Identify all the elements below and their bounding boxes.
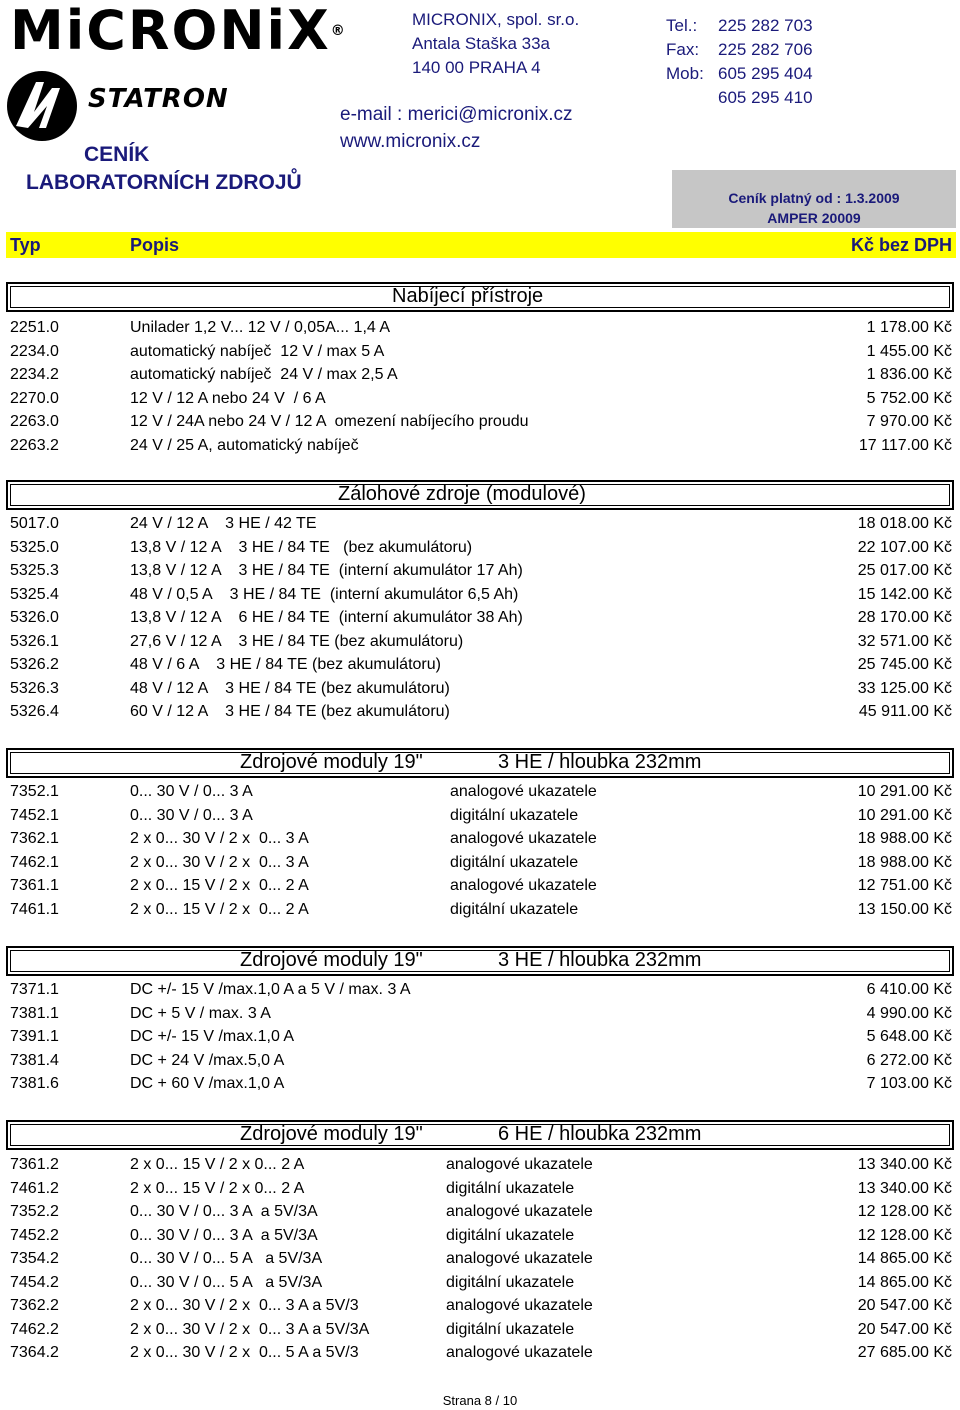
table-row bbox=[0, 1153, 960, 1176]
item-price: 20 547.00 Kč bbox=[857, 1297, 952, 1314]
item-description: 0... 30 V / 0... 3 A a 5V/3A bbox=[130, 1226, 318, 1244]
item-price: 1 178.00 Kč bbox=[866, 319, 952, 336]
item-price: 18 988.00 Kč bbox=[857, 853, 952, 871]
item-price: 10 291.00 Kč bbox=[857, 806, 952, 824]
item-code: 5325.3 bbox=[10, 562, 59, 579]
item-price: 15 142.00 Kč bbox=[857, 585, 952, 603]
table-row bbox=[0, 851, 960, 874]
item-price: 5 752.00 Kč bbox=[866, 389, 952, 407]
validity-code: AMPER 20009 bbox=[767, 210, 861, 226]
item-price: 25 745.00 Kč bbox=[857, 656, 952, 673]
page-subtitle: LABORATORNÍCH ZDROJŮ bbox=[26, 171, 302, 194]
item-description: automatický nabíječ 12 V / max 5 A bbox=[130, 342, 385, 360]
table-row bbox=[0, 827, 960, 850]
item-code: 7381.4 bbox=[10, 1051, 59, 1069]
item-description: automatický nabíječ 24 V / max 2,5 A bbox=[130, 366, 398, 383]
statron-emblem-icon bbox=[6, 68, 78, 149]
item-description: Unilader 1,2 V... 12 V / 0,05A... 1,4 A bbox=[130, 319, 391, 336]
item-price: 13 340.00 Kč bbox=[857, 1179, 952, 1197]
item-code: 2263.2 bbox=[10, 436, 59, 454]
section-header bbox=[6, 480, 954, 510]
item-code: 2270.0 bbox=[10, 389, 59, 407]
table-row bbox=[0, 1025, 960, 1048]
item-description: 24 V / 12 A 3 HE / 42 TE bbox=[130, 515, 317, 532]
item-price: 14 865.00 Kč bbox=[857, 1273, 952, 1291]
item-display-type: digitální ukazatele bbox=[450, 900, 579, 918]
item-description: 48 V / 0,5 A 3 HE / 84 TE (interní akumulátor 6,5 Ah) bbox=[130, 585, 519, 603]
contact-mob2: 605 295 410 bbox=[718, 88, 813, 107]
table-row bbox=[0, 536, 960, 559]
item-code: 7354.2 bbox=[10, 1250, 59, 1267]
item-description: 12 V / 24A nebo 24 V / 12 A omezení nabíjecího proudu bbox=[130, 413, 529, 430]
item-description: DC +/- 15 V /max.1,0 A a 5 V / max. 3 A bbox=[130, 981, 411, 998]
item-description: 2 x 0... 30 V / 2 x 0... 3 A bbox=[130, 853, 309, 871]
item-description: 2 x 0... 15 V / 2 x 0... 2 A bbox=[130, 1179, 305, 1197]
item-code: 7352.2 bbox=[10, 1203, 59, 1220]
item-description: DC +/- 15 V /max.1,0 A bbox=[130, 1028, 295, 1045]
item-display-type: digitální ukazatele bbox=[446, 1273, 575, 1291]
table-row bbox=[0, 677, 960, 700]
col-popis: Popis bbox=[130, 235, 180, 255]
item-description: 0... 30 V / 0... 3 A bbox=[130, 806, 253, 824]
section-title: Zdrojové moduly 19" bbox=[240, 751, 423, 773]
item-code: 7381.1 bbox=[10, 1004, 59, 1022]
validity-box bbox=[672, 170, 956, 228]
table-row bbox=[0, 434, 960, 457]
item-code: 2234.0 bbox=[10, 342, 59, 360]
item-price: 17 117.00 Kč bbox=[858, 436, 952, 454]
table-row bbox=[0, 1072, 960, 1095]
column-header-bar bbox=[6, 232, 956, 258]
table-row bbox=[0, 1341, 960, 1364]
item-code: 5326.1 bbox=[10, 632, 59, 650]
table-row bbox=[0, 583, 960, 606]
table-row bbox=[0, 1271, 960, 1294]
contact-mob: Mob: 605 295 404 bbox=[666, 64, 813, 83]
table-row bbox=[0, 874, 960, 897]
contact-fax: Fax: 225 282 706 bbox=[666, 40, 813, 59]
item-display-type: digitální ukazatele bbox=[446, 1320, 575, 1338]
table-row bbox=[0, 1294, 960, 1317]
item-description: 0... 30 V / 0... 3 A bbox=[130, 783, 253, 800]
item-price: 27 685.00 Kč bbox=[857, 1344, 952, 1361]
item-display-type: analogové ukazatele bbox=[446, 1203, 593, 1220]
item-code: 7452.1 bbox=[10, 806, 59, 824]
item-description: 27,6 V / 12 A 3 HE / 84 TE (bez akumulátoru) bbox=[130, 632, 464, 650]
table-row bbox=[0, 340, 960, 363]
table-row bbox=[0, 804, 960, 827]
item-description: 48 V / 12 A 3 HE / 84 TE (bez akumulátoru) bbox=[130, 679, 450, 697]
item-display-type: analogové ukazatele bbox=[450, 830, 597, 847]
table-row bbox=[0, 410, 960, 433]
section-title: Zdrojové moduly 19" bbox=[240, 1123, 423, 1145]
item-display-type: analogové ukazatele bbox=[450, 877, 597, 894]
table-row bbox=[0, 387, 960, 410]
table-row bbox=[0, 653, 960, 676]
item-description: 13,8 V / 12 A 3 HE / 84 TE (interní akumulátor 17 Ah) bbox=[130, 562, 523, 579]
item-display-type: digitální ukazatele bbox=[446, 1179, 575, 1197]
item-code: 5017.0 bbox=[10, 515, 59, 532]
section-subtitle: 6 HE / hloubka 232mm bbox=[498, 1123, 702, 1145]
micronix-logo: MiCRONiX® bbox=[10, 0, 347, 62]
section-header bbox=[6, 282, 954, 312]
item-description: 2 x 0... 15 V / 2 x 0... 2 A bbox=[130, 1156, 305, 1173]
item-description: 13,8 V / 12 A 6 HE / 84 TE (interní akumulátor 38 Ah) bbox=[130, 609, 523, 626]
item-display-type: analogové ukazatele bbox=[446, 1297, 593, 1314]
item-price: 6 410.00 Kč bbox=[866, 981, 952, 998]
table-row bbox=[0, 780, 960, 803]
section-subtitle: 3 HE / hloubka 232mm bbox=[498, 949, 702, 971]
item-code: 2263.0 bbox=[10, 413, 59, 430]
item-description: 0... 30 V / 0... 5 A a 5V/3A bbox=[130, 1273, 323, 1291]
item-price: 13 150.00 Kč bbox=[857, 900, 952, 918]
item-price: 1 836.00 Kč bbox=[866, 366, 952, 383]
contact-block bbox=[666, 14, 813, 110]
item-price: 4 990.00 Kč bbox=[866, 1004, 952, 1022]
item-description: 2 x 0... 15 V / 2 x 0... 2 A bbox=[130, 877, 309, 894]
item-code: 7461.1 bbox=[10, 900, 59, 918]
item-price: 14 865.00 Kč bbox=[857, 1250, 952, 1267]
item-display-type: analogové ukazatele bbox=[446, 1250, 593, 1267]
table-row bbox=[0, 898, 960, 921]
item-price: 25 017.00 Kč bbox=[857, 562, 952, 579]
section-subtitle: 3 HE / hloubka 232mm bbox=[498, 751, 702, 773]
item-code: 7371.1 bbox=[10, 981, 59, 998]
table-row bbox=[0, 978, 960, 1001]
item-code: 5326.4 bbox=[10, 703, 59, 720]
item-description: 2 x 0... 15 V / 2 x 0... 2 A bbox=[130, 900, 309, 918]
item-price: 18 988.00 Kč bbox=[857, 830, 952, 847]
item-code: 7391.1 bbox=[10, 1028, 59, 1045]
item-code: 7364.2 bbox=[10, 1344, 59, 1361]
email-link[interactable]: e-mail : merici@micronix.cz bbox=[340, 104, 573, 125]
item-code: 7361.1 bbox=[10, 877, 59, 894]
item-display-type: digitální ukazatele bbox=[450, 853, 579, 871]
item-description: 12 V / 12 A nebo 24 V / 6 A bbox=[130, 389, 326, 407]
page-title: CENÍK bbox=[84, 143, 150, 166]
item-code: 7452.2 bbox=[10, 1226, 59, 1244]
item-code: 2234.2 bbox=[10, 366, 59, 383]
item-description: DC + 60 V /max.1,0 A bbox=[130, 1075, 285, 1092]
item-code: 7352.1 bbox=[10, 783, 59, 800]
page-number: Strana 8 / 10 bbox=[442, 1393, 518, 1408]
item-code: 5326.0 bbox=[10, 609, 59, 626]
item-price: 7 103.00 Kč bbox=[866, 1075, 952, 1092]
item-description: 2 x 0... 30 V / 2 x 0... 3 A a 5V/3A bbox=[130, 1320, 370, 1338]
table-row bbox=[0, 512, 960, 535]
item-code: 7461.2 bbox=[10, 1179, 59, 1197]
statron-logo: STATRON bbox=[88, 84, 229, 114]
company-street: Antala Staška 33a bbox=[412, 34, 550, 53]
item-description: 13,8 V / 12 A 3 HE / 84 TE (bez akumulátoru) bbox=[130, 538, 473, 556]
col-typ: Typ bbox=[10, 235, 41, 255]
item-description: DC + 24 V /max.5,0 A bbox=[130, 1051, 285, 1069]
item-description: 2 x 0... 30 V / 2 x 0... 3 A a 5V/3 bbox=[130, 1297, 359, 1314]
table-row bbox=[0, 1318, 960, 1341]
table-row bbox=[0, 363, 960, 386]
item-display-type: analogové ukazatele bbox=[446, 1344, 593, 1361]
item-price: 5 648.00 Kč bbox=[866, 1028, 952, 1045]
item-price: 12 128.00 Kč bbox=[857, 1203, 952, 1220]
item-price: 22 107.00 Kč bbox=[857, 538, 952, 556]
item-display-type: digitální ukazatele bbox=[450, 806, 579, 824]
contact-tel: Tel.: 225 282 703 bbox=[666, 16, 813, 35]
company-name: MICRONIX, spol. sr.o. bbox=[412, 10, 580, 29]
item-code: 5325.0 bbox=[10, 538, 59, 556]
table-row bbox=[0, 1200, 960, 1223]
section-header bbox=[6, 946, 954, 976]
item-display-type: analogové ukazatele bbox=[446, 1156, 593, 1173]
item-description: 2 x 0... 30 V / 2 x 0... 3 A bbox=[130, 830, 309, 847]
table-row bbox=[0, 1247, 960, 1270]
item-code: 7361.2 bbox=[10, 1156, 59, 1173]
website-link[interactable]: www.micronix.cz bbox=[340, 131, 481, 152]
item-price: 12 128.00 Kč bbox=[857, 1226, 952, 1244]
section-title: Zdrojové moduly 19" bbox=[240, 949, 423, 971]
item-description: 0... 30 V / 0... 3 A a 5V/3A bbox=[130, 1203, 318, 1220]
item-price: 7 970.00 Kč bbox=[866, 413, 952, 430]
company-city: 140 00 PRAHA 4 bbox=[412, 58, 541, 77]
item-price: 45 911.00 Kč bbox=[858, 703, 952, 720]
item-code: 5326.2 bbox=[10, 656, 59, 673]
item-price: 10 291.00 Kč bbox=[857, 783, 952, 800]
table-row bbox=[0, 1177, 960, 1200]
table-row bbox=[0, 316, 960, 339]
item-price: 32 571.00 Kč bbox=[857, 632, 952, 650]
item-description: 60 V / 12 A 3 HE / 84 TE (bez akumulátoru) bbox=[130, 703, 450, 720]
item-code: 7381.6 bbox=[10, 1075, 59, 1092]
item-description: 48 V / 6 A 3 HE / 84 TE (bez akumulátoru) bbox=[130, 656, 441, 673]
table-row bbox=[0, 1224, 960, 1247]
item-display-type: analogové ukazatele bbox=[450, 783, 597, 800]
section-header bbox=[6, 748, 954, 778]
item-code: 7362.2 bbox=[10, 1297, 59, 1314]
item-description: 2 x 0... 30 V / 2 x 0... 5 A a 5V/3 bbox=[130, 1344, 359, 1361]
item-code: 2251.0 bbox=[10, 319, 59, 336]
table-row bbox=[0, 1002, 960, 1025]
item-code: 7362.1 bbox=[10, 830, 59, 847]
item-price: 20 547.00 Kč bbox=[857, 1320, 952, 1338]
section-title: Nabíjecí přístroje bbox=[392, 285, 544, 307]
item-description: DC + 5 V / max. 3 A bbox=[130, 1004, 271, 1022]
company-address bbox=[412, 8, 579, 80]
section-title: Zálohové zdroje (modulové) bbox=[338, 483, 586, 505]
item-price: 1 455.00 Kč bbox=[866, 342, 952, 360]
table-row bbox=[0, 606, 960, 629]
item-price: 33 125.00 Kč bbox=[857, 679, 952, 697]
item-price: 12 751.00 Kč bbox=[857, 877, 952, 894]
section-header bbox=[6, 1120, 954, 1150]
item-code: 7454.2 bbox=[10, 1273, 59, 1291]
validity-date: Ceník platný od : 1.3.2009 bbox=[728, 190, 900, 206]
item-price: 28 170.00 Kč bbox=[857, 609, 952, 626]
item-price: 13 340.00 Kč bbox=[857, 1156, 952, 1173]
item-code: 7462.1 bbox=[10, 853, 59, 871]
item-display-type: digitální ukazatele bbox=[446, 1226, 575, 1244]
item-code: 7462.2 bbox=[10, 1320, 59, 1338]
item-code: 5325.4 bbox=[10, 585, 59, 603]
item-code: 5326.3 bbox=[10, 679, 59, 697]
item-description: 24 V / 25 A, automatický nabíječ bbox=[130, 436, 359, 454]
item-price: 18 018.00 Kč bbox=[857, 515, 952, 532]
table-row bbox=[0, 700, 960, 723]
col-price: Kč bez DPH bbox=[850, 235, 952, 255]
item-price: 6 272.00 Kč bbox=[866, 1051, 952, 1069]
item-description: 0... 30 V / 0... 5 A a 5V/3A bbox=[130, 1250, 323, 1267]
table-row bbox=[0, 630, 960, 653]
table-row bbox=[0, 559, 960, 582]
table-row bbox=[0, 1049, 960, 1072]
